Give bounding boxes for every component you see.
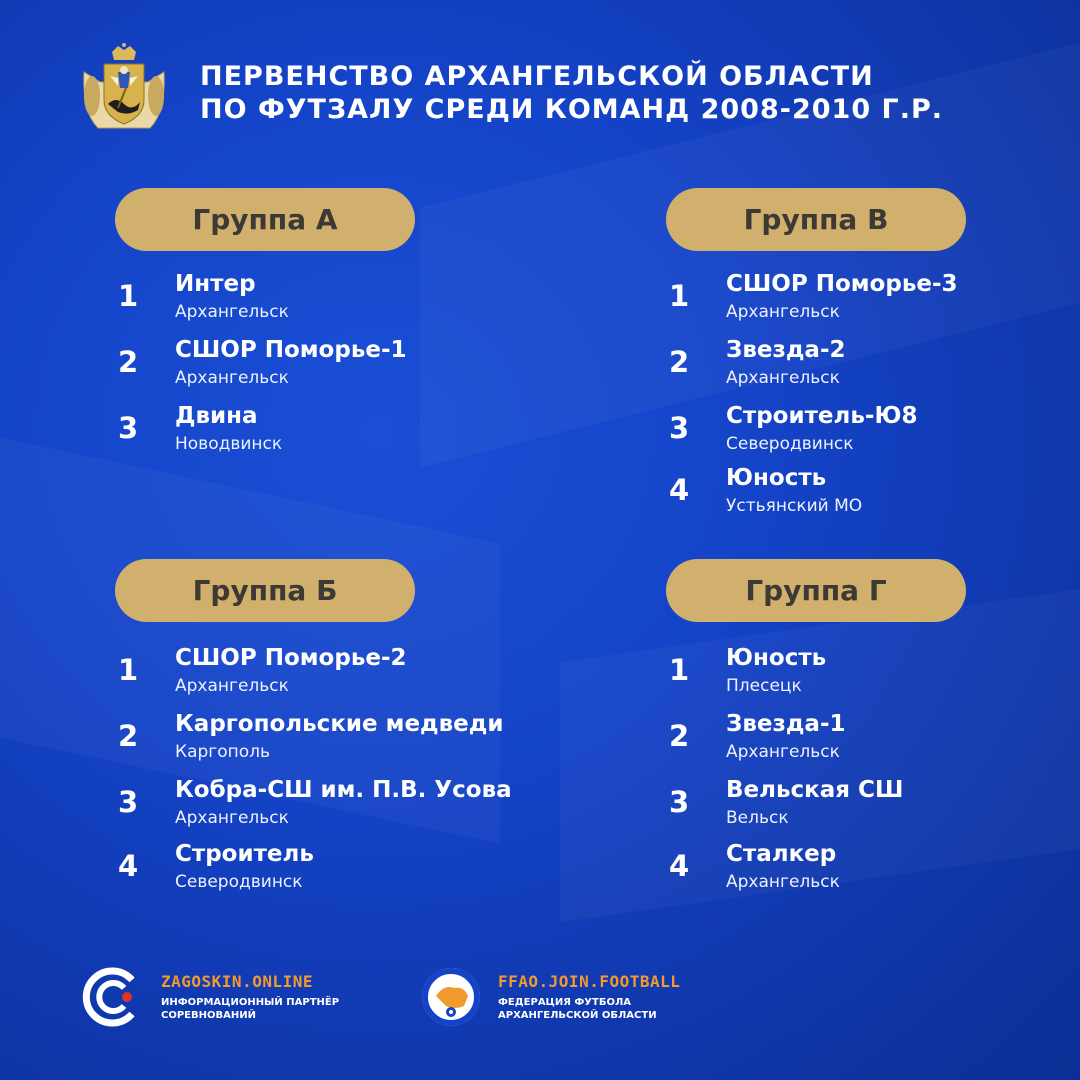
team-row <box>666 711 1080 771</box>
team-position: 3 <box>669 785 690 819</box>
ffao-emblem-icon <box>420 966 482 1028</box>
team-position: 2 <box>669 345 690 379</box>
team-city: Архангельск <box>175 302 289 322</box>
group-label: Группа Г <box>666 559 966 622</box>
group-label: Группа В <box>666 188 966 251</box>
header <box>78 40 998 140</box>
team-row <box>666 271 1080 331</box>
team-name: Каргопольские медведи <box>175 711 504 737</box>
team-city: Архангельск <box>726 872 840 892</box>
team-position: 4 <box>669 849 690 883</box>
team-position: 1 <box>118 653 139 687</box>
partner-zagoskin[interactable] <box>80 968 380 1038</box>
page-title <box>200 60 1000 126</box>
team-position: 3 <box>118 411 139 445</box>
team-city: Устьянский МО <box>726 496 863 516</box>
team-row <box>666 337 1080 397</box>
team-name: Сталкер <box>726 841 837 867</box>
title-line-1: ПЕРВЕНСТВО АРХАНГЕЛЬСКОЙ ОБЛАСТИ <box>200 61 874 92</box>
team-city: Архангельск <box>175 808 289 828</box>
team-row <box>115 403 535 463</box>
team-position: 3 <box>118 785 139 819</box>
team-row <box>115 645 535 705</box>
team-position: 1 <box>669 279 690 313</box>
arkhangelsk-coat-of-arms-icon <box>78 42 170 134</box>
partner-name: ZAGOSKIN.ONLINE <box>161 972 313 991</box>
team-name: Интер <box>175 271 256 297</box>
team-city: Архангельск <box>175 676 289 696</box>
team-city: Архангельск <box>726 368 840 388</box>
team-row <box>115 337 535 397</box>
team-name: Юность <box>726 465 827 491</box>
team-city: Вельск <box>726 808 789 828</box>
team-row <box>115 841 535 901</box>
team-city: Каргополь <box>175 742 271 762</box>
partner-description-line: ФЕДЕРАЦИЯ ФУТБОЛА <box>498 997 631 1008</box>
team-name: Строитель-Ю8 <box>726 403 918 429</box>
team-row <box>666 465 1080 525</box>
team-position: 4 <box>118 849 139 883</box>
team-position: 2 <box>118 719 139 753</box>
zagoskin-logo-icon <box>80 966 142 1028</box>
team-name: Строитель <box>175 841 314 867</box>
partner-name: FFAO.JOIN.FOOTBALL <box>498 972 681 991</box>
team-name: Юность <box>726 645 827 671</box>
team-position: 3 <box>669 411 690 445</box>
team-row <box>115 271 535 331</box>
team-city: Архангельск <box>726 742 840 762</box>
partner-description-line: АРХАНГЕЛЬСКОЙ ОБЛАСТИ <box>498 1010 657 1021</box>
team-position: 2 <box>118 345 139 379</box>
team-city: Северодвинск <box>175 872 303 892</box>
group-label: Группа Б <box>115 559 415 622</box>
team-name: СШОР Поморье-3 <box>726 271 958 297</box>
partner-ffao[interactable] <box>420 968 720 1038</box>
team-row <box>115 777 535 837</box>
team-position: 1 <box>669 653 690 687</box>
team-city: Архангельск <box>175 368 289 388</box>
partner-description-line: СОРЕВНОВАНИЙ <box>161 1010 256 1021</box>
team-position: 4 <box>669 473 690 507</box>
team-row <box>666 841 1080 901</box>
team-name: СШОР Поморье-2 <box>175 645 407 671</box>
title-line-2: ПО ФУТЗАЛУ СРЕДИ КОМАНД 2008-2010 Г.Р. <box>200 94 944 125</box>
team-row <box>115 711 535 771</box>
team-name: Кобра-СШ им. П.В. Усова <box>175 777 512 803</box>
partner-description <box>161 996 339 1022</box>
partner-description-line: ИНФОРМАЦИОННЫЙ ПАРТНЁР <box>161 997 340 1008</box>
team-city: Новодвинск <box>175 434 283 454</box>
team-name: Двина <box>175 403 258 429</box>
group-label: Группа А <box>115 188 415 251</box>
team-position: 1 <box>118 279 139 313</box>
team-city: Северодвинск <box>726 434 854 454</box>
team-position: 2 <box>669 719 690 753</box>
team-name: Звезда-1 <box>726 711 846 737</box>
partner-description <box>498 996 657 1022</box>
team-city: Архангельск <box>726 302 840 322</box>
team-name: Звезда-2 <box>726 337 846 363</box>
team-row <box>666 403 1080 463</box>
team-city: Плесецк <box>726 676 802 696</box>
team-name: Вельская СШ <box>726 777 904 803</box>
team-row <box>666 777 1080 837</box>
team-row <box>666 645 1080 705</box>
team-name: СШОР Поморье-1 <box>175 337 407 363</box>
